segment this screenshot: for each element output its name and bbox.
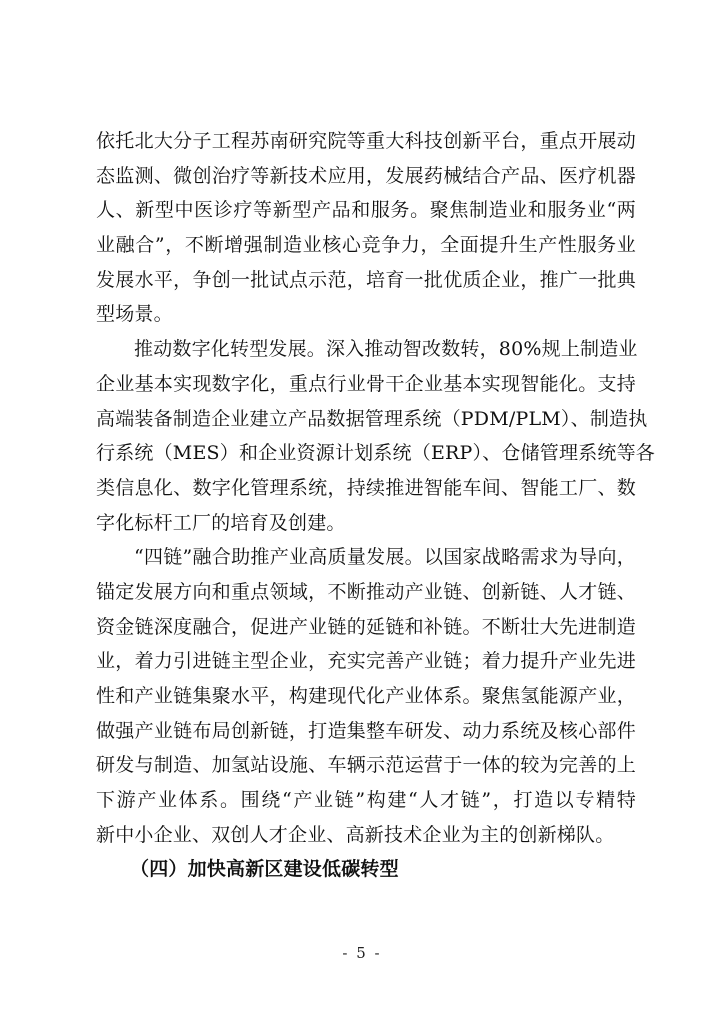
text-line: 高端装备制造企业建立产品数据管理系统（PDM/PLM）、制造执 — [96, 407, 648, 430]
text-line: 字化标杆工厂的培育及创建。 — [96, 511, 346, 534]
text-line: 业，着力引进链主型企业，充实完善产业链；着力提升产业先进 — [96, 650, 636, 673]
text-line: 依托北大分子工程苏南研究院等重大科技创新平台，重点开展动 — [96, 130, 636, 152]
text-line: 行系统（MES）和企业资源计划系统（ERP）、仓储管理系统等各 — [96, 442, 656, 465]
text-line: 锚定发展方向和重点领域，不断推动产业链、创新链、人才链、 — [96, 580, 636, 603]
text-line: 业融合”，不断增强制造业核心竞争力，全面提升生产性服务业 — [96, 234, 636, 257]
paragraph-3 — [96, 540, 636, 852]
paragraph-1 — [96, 124, 636, 332]
text-line: 人、新型中医诊疗等新型产品和服务。聚焦制造业和服务业“两 — [96, 199, 636, 222]
text-line: 资金链深度融合，促进产业链的延链和补链。不断壮大先进制造 — [96, 615, 636, 638]
text-line: 类信息化、数字化管理系统，持续推进智能车间、智能工厂、数 — [96, 476, 636, 499]
text-line: 态监测、微创治疗等新技术应用，发展药械结合产品、医疗机器 — [96, 164, 636, 187]
paragraph-2 — [96, 332, 656, 540]
text-line: “四链”融合助推产业高质量发展。以国家战略需求为导向， — [134, 546, 636, 569]
page-body — [96, 124, 656, 887]
text-line: 新中小企业、双创人才企业、高新技术企业为主的创新梯队。 — [96, 823, 615, 846]
page-number: - 5 - — [342, 944, 382, 962]
text-line: 研发与制造、加氢站设施、车辆示范运营于一体的较为完善的上 — [96, 754, 636, 777]
text-line: 做强产业链布局创新链，打造集整车研发、动力系统及核心部件 — [96, 719, 636, 742]
text-line: 性和产业链集聚水平，构建现代化产业体系。聚焦氢能源产业， — [96, 685, 636, 707]
text-line: 发展水平，争创一批试点示范，培育一批优质企业，推广一批典 — [96, 268, 636, 291]
text-line: 型场景。 — [96, 303, 173, 326]
text-line: 企业基本实现数字化，重点行业骨干企业基本实现智能化。支持 — [96, 372, 636, 395]
text-line: 推动数字化转型发展。深入推动智改数转，80%规上制造业 — [134, 338, 638, 361]
section-heading: （四）加快高新区建设低碳转型 — [130, 858, 399, 881]
text-line: 下游产业体系。围绕“产业链”构建“人才链”，打造以专精特 — [96, 789, 636, 812]
